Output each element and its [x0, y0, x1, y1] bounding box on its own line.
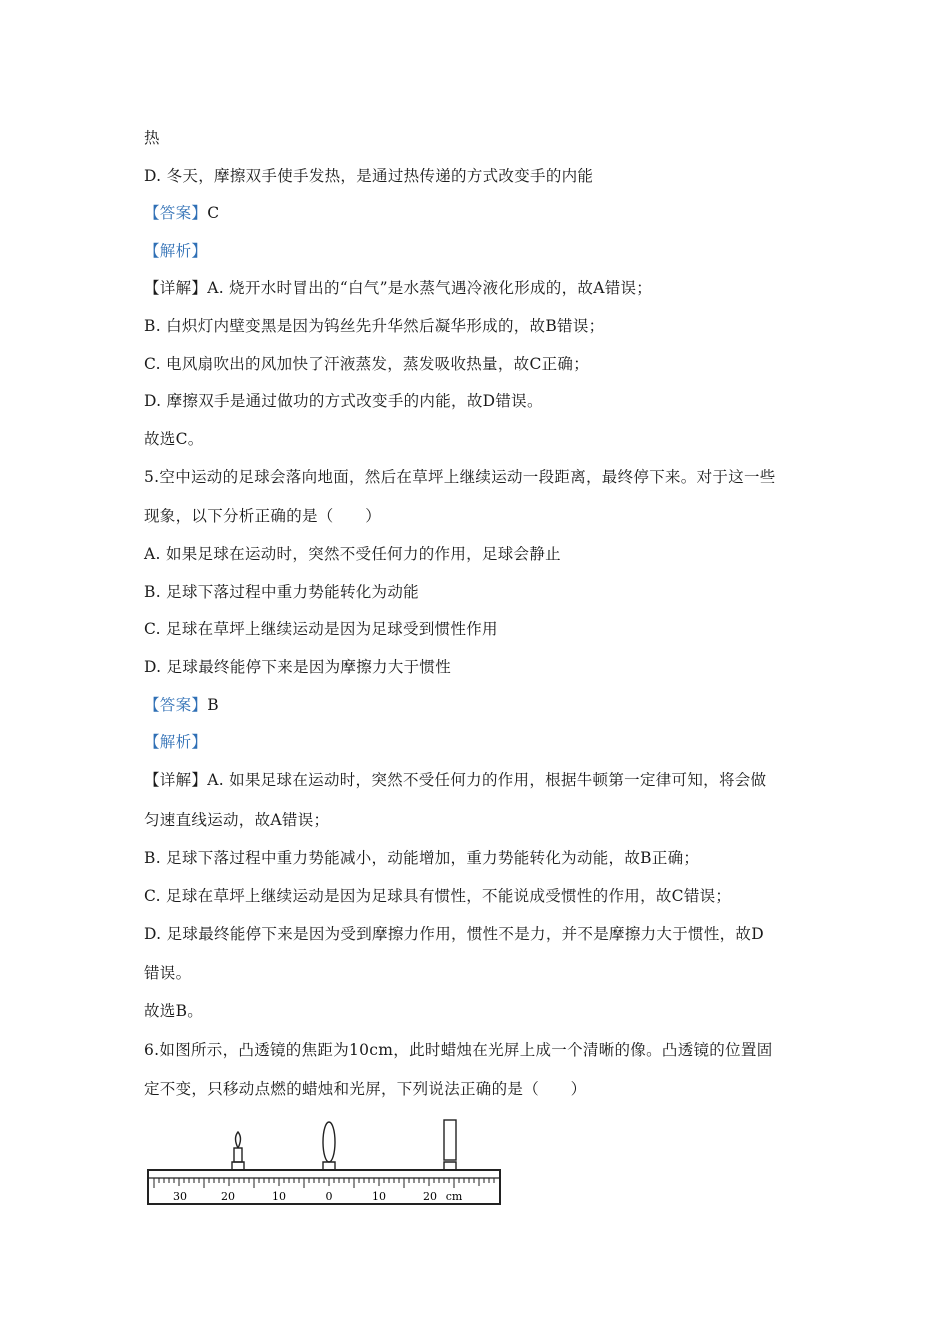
answer-value: B: [207, 696, 219, 714]
answer-line: [144, 695, 219, 715]
option-d-line: D. 足球最终能停下来是因为摩擦力大于惯性: [144, 658, 452, 676]
explanation-line: 匀速直线运动，故A错误；: [144, 811, 330, 829]
explanation-line: 【详解】A. 烧开水时冒出的“白气”是水蒸气遇冷液化形成的，故A错误；: [144, 279, 653, 297]
answer-line: [144, 203, 219, 223]
candle: [232, 1132, 244, 1170]
explanation-line: C. 足球在草坪上继续运动是因为足球具有惯性，不能说成受惯性的作用，故C错误；: [144, 887, 732, 905]
tick-label: 30: [173, 1190, 187, 1203]
text-line: 热: [144, 129, 160, 147]
explanation-line: D. 摩擦双手是通过做功的方式改变手的内能，故D错误。: [144, 392, 543, 410]
question-6-stem: 6.如图所示，凸透镜的焦距为10cm，此时蜡烛在光屏上成一个清晰的像。凸透镜的位置固: [144, 1041, 773, 1059]
answer-tag: 【答案】: [144, 204, 208, 222]
conclusion-line: 故选C。: [144, 430, 204, 448]
screen-holder: [444, 1162, 456, 1170]
convex-lens: [323, 1122, 335, 1170]
candle-holder: [232, 1162, 244, 1170]
option-a-line: A. 如果足球在运动时，突然不受任何力的作用，足球会静止: [144, 545, 561, 563]
explanation-line: 错误。: [144, 964, 192, 982]
answer-value: C: [207, 204, 220, 222]
light-screen: [444, 1120, 456, 1170]
candle-flame-icon: [236, 1132, 241, 1148]
answer-tag: 【答案】: [144, 696, 208, 714]
option-b-line: B. 足球下落过程中重力势能转化为动能: [144, 583, 419, 601]
conclusion-line: 故选B。: [144, 1002, 204, 1020]
question-6-stem-cont: 定不变，只移动点燃的蜡烛和光屏，下列说法正确的是（ ）: [144, 1080, 587, 1098]
analysis-heading: [144, 732, 207, 752]
explanation-line: C. 电风扇吹出的风加快了汗液蒸发，蒸发吸收热量，故C正确；: [144, 355, 590, 373]
candle-body: [234, 1148, 242, 1162]
analysis-tag: 【解析】: [144, 733, 208, 751]
tick-label: 0: [325, 1190, 333, 1203]
explanation-line: B. 白炽灯内壁变黑是因为钨丝先升华然后凝华形成的，故B错误；: [144, 317, 605, 335]
tick-label: 20: [423, 1190, 437, 1203]
option-c-line: C. 足球在草坪上继续运动是因为足球受到惯性作用: [144, 620, 498, 638]
question-5-stem-cont: 现象，以下分析正确的是（ ）: [144, 507, 382, 525]
lens-holder: [323, 1162, 335, 1170]
explanation-line: 【详解】A. 如果足球在运动时，突然不受任何力的作用，根据牛顿第一定律可知，将会做: [144, 771, 767, 789]
optical-bench-figure: [144, 1118, 506, 1210]
tick-label: 10: [372, 1190, 386, 1203]
screen-icon: [444, 1120, 456, 1160]
option-d-line: D. 冬天，摩擦双手使手发热，是通过热传递的方式改变手的内能: [144, 167, 594, 185]
tick-label-unit: cm: [445, 1190, 463, 1203]
question-5-stem: 5.空中运动的足球会落向地面，然后在草坪上继续运动一段距离，最终停下来。对于这一些: [144, 468, 776, 486]
analysis-tag: 【解析】: [144, 242, 208, 260]
lens-icon: [323, 1122, 335, 1162]
tick-label: 10: [272, 1190, 286, 1203]
explanation-line: B. 足球下落过程中重力势能减小，动能增加，重力势能转化为动能，故B正确；: [144, 849, 700, 867]
explanation-line: D. 足球最终能停下来是因为受到摩擦力作用，惯性不是力，并不是摩擦力大于惯性，故D: [144, 925, 764, 943]
analysis-heading: [144, 241, 207, 261]
tick-label: 20: [221, 1190, 235, 1203]
